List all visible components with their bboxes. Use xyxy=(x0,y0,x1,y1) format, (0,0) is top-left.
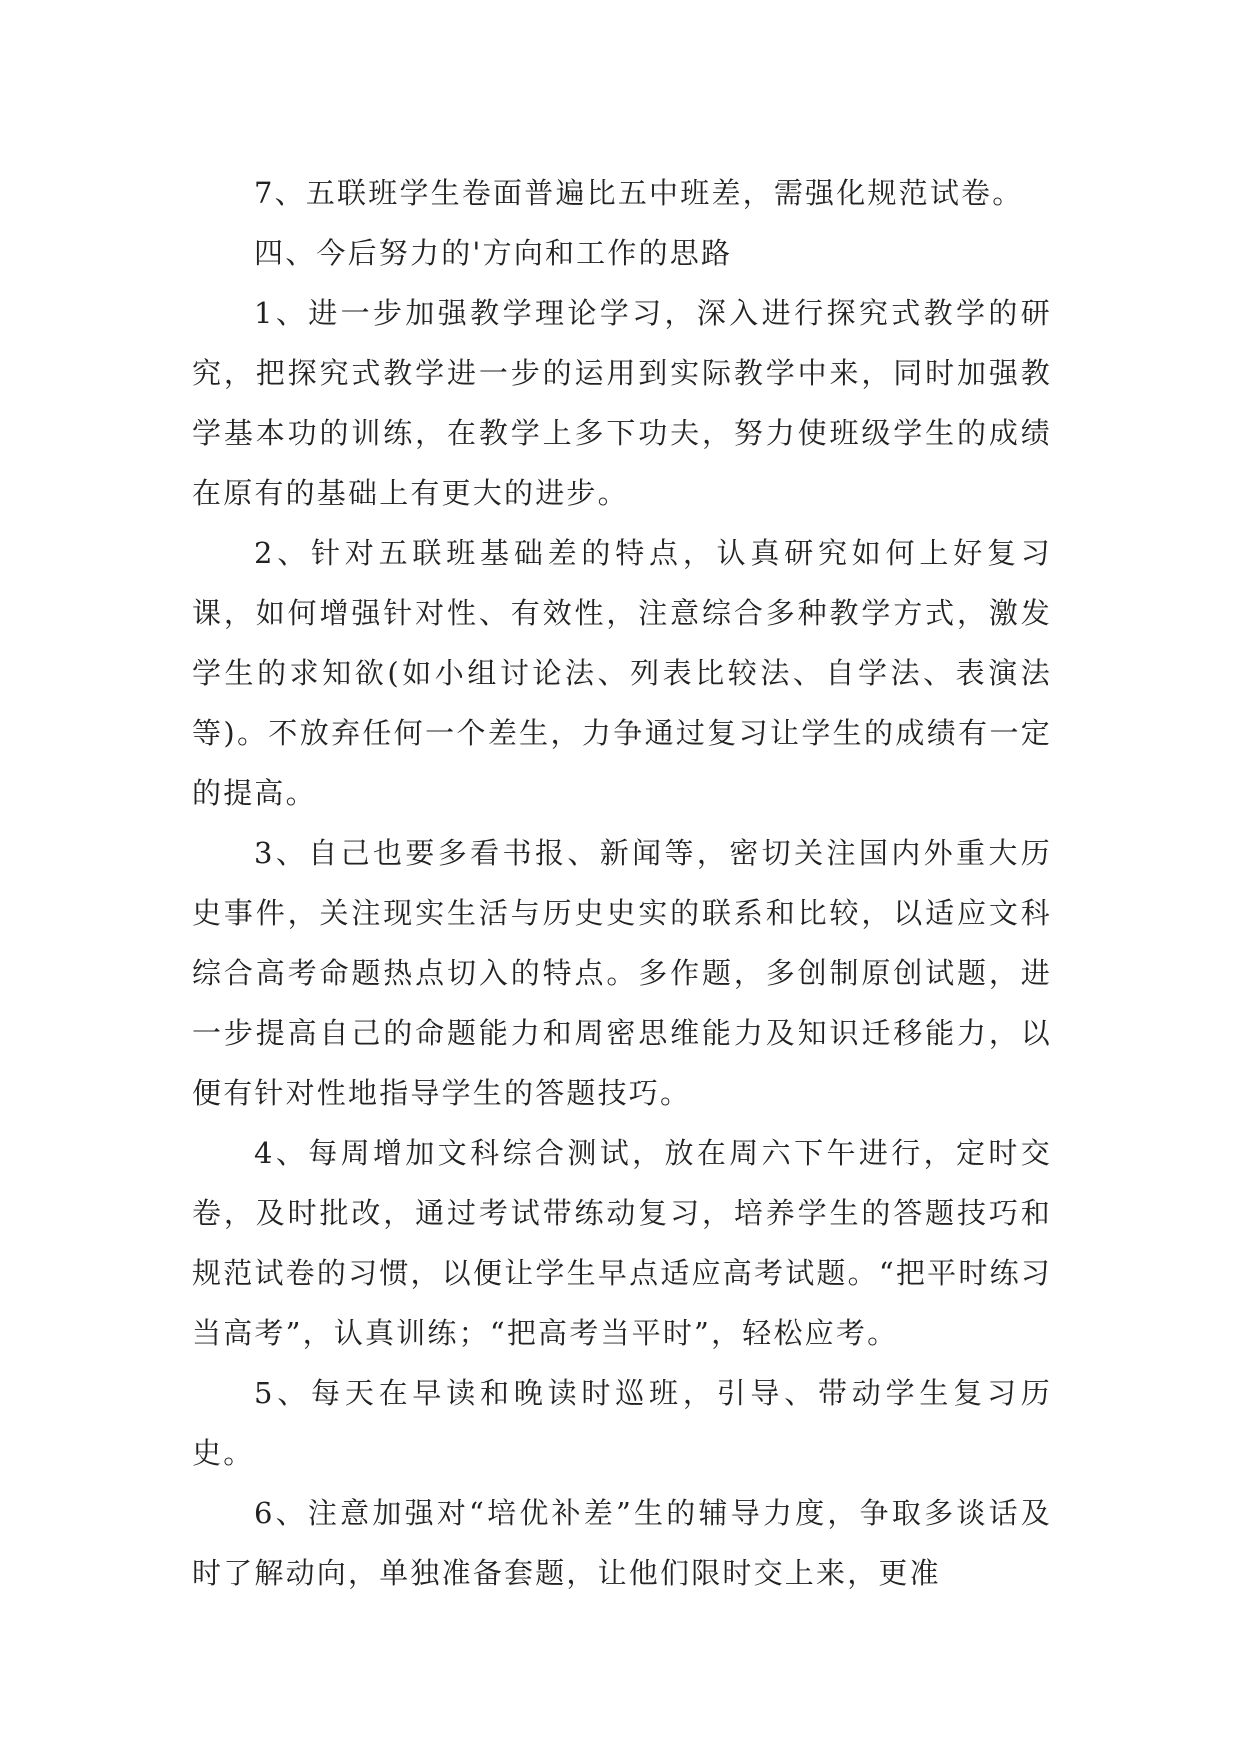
paragraph-item-7: 7、五联班学生卷面普遍比五中班差，需强化规范试卷。 xyxy=(254,176,1024,210)
document-body xyxy=(192,163,1052,1603)
paragraph-plan-3: 3、自己也要多看书报、新闻等，密切关注国内外重大历史事件，关注现实生活与历史史实的联系和比较，以适应文科综合高考命题热点切入的特点。多作题，多创制原创试题，进一步提高自己的命题能力和周密思维能力及知识迁移能力，以便有针对性地指导学生的答题技巧。 xyxy=(192,836,1052,1110)
paragraph-plan-2: 2、针对五联班基础差的特点，认真研究如何上好复习课，如何增强针对性、有效性，注意综合多种教学方式，激发学生的求知欲(如小组讨论法、列表比较法、自学法、表演法等)。不放弃任何一个差生，力争通过复习让学生的成绩有一定的提高。 xyxy=(192,536,1052,810)
paragraph-plan-4: 4、每周增加文科综合测试，放在周六下午进行，定时交卷，及时批改，通过考试带练动复习，培养学生的答题技巧和规范试卷的习惯，以便让学生早点适应高考试题。“把平时练习当高考”，认真训练；“把高考当平时”，轻松应考。 xyxy=(192,1136,1052,1350)
section-heading-4: 四、今后努力的'方向和工作的思路 xyxy=(254,236,733,270)
paragraph-plan-6: 6、注意加强对“培优补差”生的辅导力度，争取多谈话及时了解动向，单独准备套题，让他们限时交上来，更准 xyxy=(192,1496,1052,1590)
paragraph-plan-5: 5、每天在早读和晚读时巡班，引导、带动学生复习历史。 xyxy=(192,1376,1052,1470)
paragraph-plan-1: 1、进一步加强教学理论学习，深入进行探究式教学的研究，把探究式教学进一步的运用到实际教学中来，同时加强教学基本功的训练，在教学上多下功夫，努力使班级学生的成绩在原有的基础上有更大的进步。 xyxy=(192,296,1052,510)
